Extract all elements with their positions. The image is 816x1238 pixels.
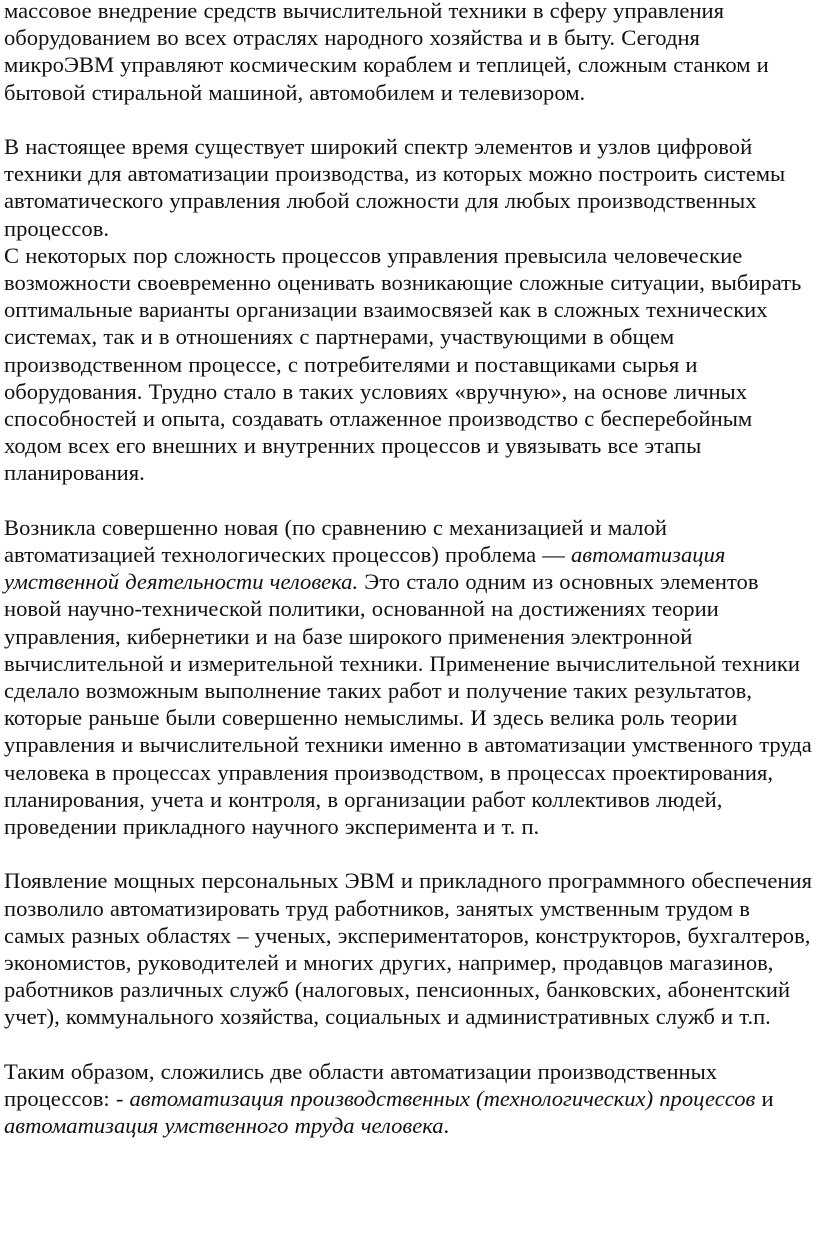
document-page xyxy=(4,0,814,1167)
paragraph-digital-technology: В настоящее время существует широкий спектр элементов и узлов цифровой техники для автоматизации производства, из которых можно построить системы автоматического управления любой сложности для любых производственных процессов. xyxy=(4,134,786,241)
paragraph-mental-automation xyxy=(4,514,814,840)
paragraph-text: Таким образом, сложились две области автоматизации производственных процессов: - xyxy=(4,1058,718,1112)
paragraph-text: Возникла совершенно новая (по сравнению с механизацией и малой автоматизацией технологических процессов) проблема — xyxy=(4,514,667,568)
paragraph-text: . xyxy=(443,1113,450,1139)
paragraph-management-complexity: С некоторых пор сложность процессов управления превысила человеческие возможности своевременно оценивать возникающие сложные ситуации, выбирать оптимальные варианты организации взаимосвязей как в сложных технических системах, так и в отношениях с партнерами, участвующими в общем производственном процессе, с потребителями и поставщиками сырья и оборудования. Трудно стало в таких условиях «вручную», на основе личных способностей и опыта, создавать отлаженное производство с бесперебойным ходом всех его внешних и внутренних процессов и увязывать все этапы планирования. xyxy=(4,242,802,486)
paragraph-personal-computers: Появление мощных персональных ЭВМ и прикладного программного обеспечения позволило автоматизировать труд работников, занятых умственным трудом в самых разных областях – ученых, экспериментаторов, конструкторов, бухгалтеров, экономистов, руководителей и многих других, например, продавцов магазинов, работников различных служб (налоговых, пенсионных, банковских, абонентский учет), коммунального хозяйства, социальных и административных служб и т.п. xyxy=(4,868,812,1030)
paragraph-conclusion xyxy=(4,1058,814,1140)
emphasis-text: автоматизация производственных (технологических) процессов xyxy=(129,1086,756,1112)
paragraph-text: Это стало одним из основных элементов новой научно-технической политики, основанной на достижениях теории управления, кибернетики и на базе широкого применения электронной вычислительной и измерительной техники. Применение вычислительной техники сделало возможным выполнение таких работ и получение таких результатов, которые раньше были совершенно немыслимы. И здесь велика роль теории управления и вычислительной техники именно в автоматизации умственного труда человека в процессах управления производством, в процессах проектирования, планирования, учета и контроля, в организации работ коллективов людей, проведении прикладного научного эксперимента и т. п. xyxy=(4,569,812,840)
paragraph-text: и xyxy=(755,1086,774,1112)
emphasis-text: автоматизация умственной деятельности человека. xyxy=(4,542,726,595)
paragraph-computing-introduction: массовое внедрение средств вычислительной техники в сферу управления оборудованием во всех отраслях народного хозяйства и в быту. Сегодня микроЭВМ управляют космическим кораблем и теплицей, сложным станком и бытовой стиральной машиной, автомобилем и телевизором. xyxy=(4,0,769,105)
emphasis-text: автоматизация умственного труда человека xyxy=(4,1113,444,1139)
